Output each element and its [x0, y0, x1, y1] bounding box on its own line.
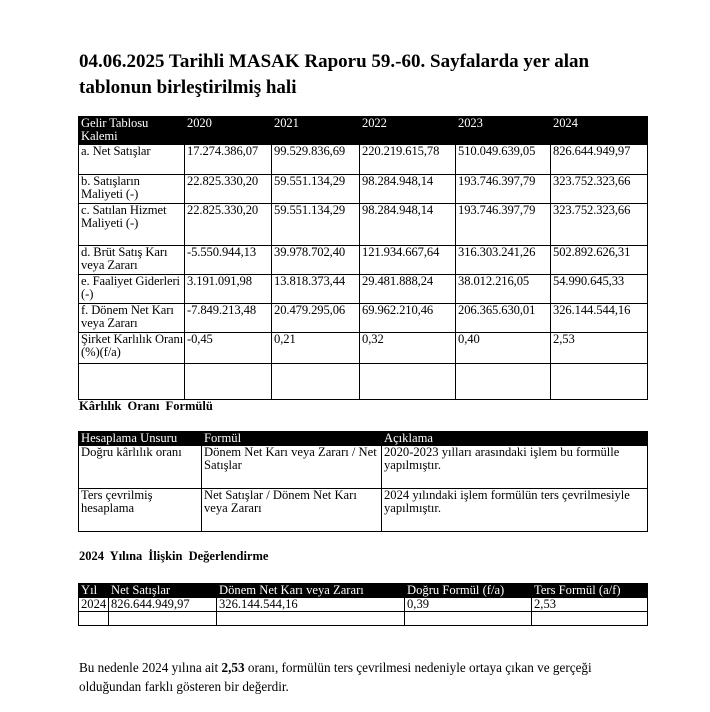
table-row	[79, 333, 648, 364]
header-year: 2021	[272, 117, 360, 145]
cell-value: -5.550.944,13	[185, 246, 272, 275]
cell-value: 98.284.948,14	[360, 204, 456, 246]
header-net-sales: Net Satışlar	[109, 584, 217, 598]
cell-value: 326.144.544,16	[551, 304, 648, 333]
table-row	[79, 446, 648, 489]
cell-value: -0,45	[185, 333, 272, 364]
cell-note: 2024 yılındaki işlem formülün ters çevrilmesiyle yapılmıştır.	[382, 489, 648, 532]
cell-value: -7.849.213,48	[185, 304, 272, 333]
cell-value: 826.644.949,97	[551, 145, 648, 175]
row-label: d. Brüt Satış Karı veya Zararı	[79, 246, 185, 275]
table-row	[79, 145, 648, 175]
table-row	[79, 275, 648, 304]
row-label: a. Net Satışlar	[79, 145, 185, 175]
cell-value: 17.274.386,07	[185, 145, 272, 175]
header-net-profit: Dönem Net Karı veya Zararı	[217, 584, 405, 598]
table-row	[79, 304, 648, 333]
document-title: 04.06.2025 Tarihli MASAK Raporu 59.-60. Sayfalarda yer alan tablonun birleştirilmiş hali	[79, 51, 590, 98]
cell-value: 59.551.134,29	[272, 204, 360, 246]
row-label: Şirket Karlılık Oranı (%)(f/a)	[79, 333, 185, 364]
table-row-empty	[79, 364, 648, 400]
cell-value: 69.962.210,46	[360, 304, 456, 333]
cell-correct-ratio: 0,39	[405, 598, 532, 612]
section-title-formula: Kârlılık Oranı Formülü	[79, 399, 213, 413]
cell-value: 99.529.836,69	[272, 145, 360, 175]
cell-value: 316.303.241,26	[456, 246, 551, 275]
header-year: 2022	[360, 117, 456, 145]
table-row	[79, 204, 648, 246]
table-row-empty	[79, 612, 648, 626]
table-row	[79, 598, 648, 612]
header-note: Açıklama	[382, 432, 648, 446]
cell-value: 29.481.888,24	[360, 275, 456, 304]
cell-value: 39.978.702,40	[272, 246, 360, 275]
cell-value: 59.551.134,29	[272, 175, 360, 204]
header-correct-formula: Doğru Formül (f/a)	[405, 584, 532, 598]
cell-value: 38.012.216,05	[456, 275, 551, 304]
cell-value: 121.934.667,64	[360, 246, 456, 275]
conclusion-text-after: oranı, formülün ters çevrilmesi nedeniyle ortaya çıkan ve gerçeği olduğundan farklı gösteren bir değerdir.	[79, 660, 592, 694]
cell-value: 193.746.397,79	[456, 204, 551, 246]
cell-value: 54.990.645,33	[551, 275, 648, 304]
header-year: 2023	[456, 117, 551, 145]
cell-formula: Dönem Net Karı veya Zararı / Net Satışlar	[202, 446, 382, 489]
cell-value: 22.825.330,20	[185, 204, 272, 246]
cell-value: 3.191.091,98	[185, 275, 272, 304]
row-label: c. Satılan Hizmet Maliyeti (-)	[79, 204, 185, 246]
table-row	[79, 175, 648, 204]
row-label: b. Satışların Maliyeti (-)	[79, 175, 185, 204]
header-year: Yıl	[79, 584, 109, 598]
cell-formula: Net Satışlar / Dönem Net Karı veya Zararı	[202, 489, 382, 532]
section-title-evaluation: 2024 Yılına İlişkin Değerlendirme	[79, 549, 269, 563]
cell-value: 2,53	[551, 333, 648, 364]
header-inverse-formula: Ters Formül (a/f)	[532, 584, 648, 598]
evaluation-table	[78, 583, 648, 626]
conclusion-ratio-value: 2,53	[221, 660, 245, 675]
cell-note: 2020-2023 yılları arasındaki işlem bu formülle yapılmıştır.	[382, 446, 648, 489]
income-statement-table	[78, 116, 648, 400]
cell-value: 323.752.323,66	[551, 204, 648, 246]
table-row	[79, 246, 648, 275]
conclusion-text-before: Bu nedenle 2024 yılına ait	[79, 660, 222, 675]
formula-table	[78, 431, 648, 532]
row-label: f. Dönem Net Karı veya Zararı	[79, 304, 185, 333]
header-formula: Formül	[202, 432, 382, 446]
cell-unit: Ters çevrilmiş hesaplama	[79, 489, 202, 532]
cell-value: 220.219.615,78	[360, 145, 456, 175]
cell-value: 22.825.330,20	[185, 175, 272, 204]
conclusion-paragraph	[79, 658, 639, 696]
cell-value: 13.818.373,44	[272, 275, 360, 304]
cell-value: 193.746.397,79	[456, 175, 551, 204]
cell-value: 20.479.295,06	[272, 304, 360, 333]
header-unit: Hesaplama Unsuru	[79, 432, 202, 446]
cell-value: 98.284.948,14	[360, 175, 456, 204]
cell-value: 510.049.639,05	[456, 145, 551, 175]
cell-value: 206.365.630,01	[456, 304, 551, 333]
header-year: 2024	[551, 117, 648, 145]
header-item: Gelir Tablosu Kalemi	[79, 117, 185, 145]
cell-inverse-ratio: 2,53	[532, 598, 648, 612]
cell-value: 0,21	[272, 333, 360, 364]
table-row	[79, 489, 648, 532]
cell-net-sales: 826.644.949,97	[109, 598, 217, 612]
cell-net-profit: 326.144.544,16	[217, 598, 405, 612]
cell-value: 502.892.626,31	[551, 246, 648, 275]
row-label: e. Faaliyet Giderleri (-)	[79, 275, 185, 304]
cell-value: 323.752.323,66	[551, 175, 648, 204]
header-year: 2020	[185, 117, 272, 145]
cell-value: 0,32	[360, 333, 456, 364]
cell-unit: Doğru kârlılık oranı	[79, 446, 202, 489]
cell-year: 2024	[79, 598, 109, 612]
cell-value: 0,40	[456, 333, 551, 364]
